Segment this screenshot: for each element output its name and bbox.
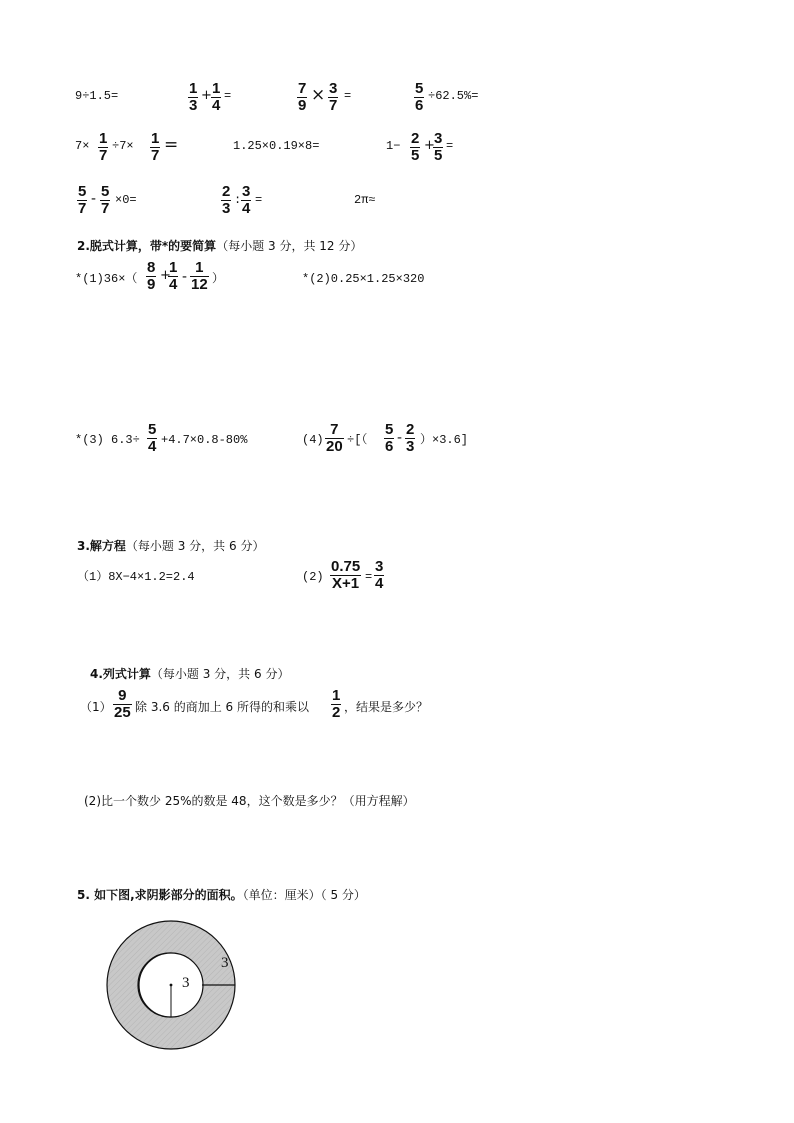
section-note: （每小题 3 分，共 12 分） bbox=[216, 239, 363, 253]
problem-3-3: 2π≈ bbox=[354, 193, 376, 207]
fraction: $\frac{5}{6}$ bbox=[385, 421, 394, 455]
problem-2-1-mid: ÷7× bbox=[112, 139, 134, 153]
fraction: $\frac{7}{20}$ bbox=[326, 421, 343, 455]
calc-1-pre: *(1)36×（ bbox=[75, 272, 138, 286]
equals-sign: = bbox=[224, 89, 232, 103]
equals-sign: = bbox=[255, 193, 263, 207]
fraction: $\frac{2}{5}$ bbox=[411, 130, 420, 164]
operator: + bbox=[160, 268, 171, 283]
fraction: $\frac{9}{25}$ bbox=[114, 687, 131, 721]
fraction: $\frac{5}{7}$ bbox=[78, 183, 87, 217]
fraction: $\frac{3}{4}$ bbox=[375, 558, 384, 592]
calc-4-rest: ）×3.6] bbox=[420, 433, 469, 447]
fraction: $\frac{2}{3}$ bbox=[406, 421, 415, 455]
calc-3-pre: *(3) 6.3÷ bbox=[75, 433, 140, 447]
section-2-title bbox=[77, 237, 362, 255]
section-5-title bbox=[77, 886, 366, 904]
annulus-figure bbox=[100, 915, 250, 1060]
calc-3-rest: +4.7×0.8-80% bbox=[161, 433, 248, 447]
operator: × bbox=[311, 85, 326, 105]
fraction: $\frac{2}{3}$ bbox=[222, 183, 231, 217]
fraction: $\frac{3}{5}$ bbox=[434, 130, 443, 164]
section-note: （每小题 3 分，共 6 分） bbox=[125, 539, 265, 553]
word-problem-2: (2)比一个数少 25%的数是 48，这个数是多少？（用方程解） bbox=[84, 794, 415, 808]
fraction: $\frac{1}{4}$ bbox=[169, 259, 178, 293]
section-heading: 3.解方程 bbox=[77, 539, 126, 553]
fraction: $\frac{0.75}{X+1}$ bbox=[331, 558, 361, 592]
calc-4-mid: ÷[（ bbox=[347, 433, 368, 447]
problem-3-1-rest: ×0= bbox=[115, 193, 137, 207]
problem-2-3-pre: 1− bbox=[386, 139, 401, 153]
operator: + bbox=[424, 138, 435, 153]
operator: - bbox=[182, 268, 187, 285]
section-heading: 5. 如下图,求阴影部分的面积。 bbox=[77, 888, 243, 902]
fraction: $\frac{1}{2}$ bbox=[332, 687, 341, 721]
section-4-title bbox=[90, 665, 289, 683]
problem-1-4-rest: ÷62.5%= bbox=[428, 89, 479, 103]
section-3-title bbox=[77, 537, 264, 555]
operator: - bbox=[397, 429, 402, 446]
inner-radius-label: 3 bbox=[182, 975, 190, 991]
fraction: $\frac{3}{7}$ bbox=[329, 80, 338, 114]
ring-width-label: 3 bbox=[221, 955, 229, 971]
equation-1: （1）8X−4×1.2=2.4 bbox=[77, 570, 195, 584]
equals-sign: = bbox=[164, 135, 179, 155]
fraction: $\frac{1}{7}$ bbox=[99, 130, 108, 164]
problem-2-1-pre: 7× bbox=[75, 139, 90, 153]
calc-4-pre: (4) bbox=[302, 433, 324, 447]
operator: + bbox=[201, 88, 212, 103]
fraction: $\frac{1}{7}$ bbox=[151, 130, 160, 164]
fraction: $\frac{1}{12}$ bbox=[191, 259, 208, 293]
section-note: （每小题 3 分，共 6 分） bbox=[150, 667, 290, 681]
fraction: $\frac{7}{9}$ bbox=[298, 80, 307, 114]
fraction: $\frac{5}{6}$ bbox=[415, 80, 424, 114]
equation-2-pre: (2) bbox=[302, 570, 324, 584]
calc-2: *(2)0.25×1.25×320 bbox=[302, 272, 425, 286]
word-problem-1-text: 除 3.6 的商加上 6 所得的和乘以 bbox=[135, 700, 309, 714]
fraction: $\frac{5}{4}$ bbox=[148, 421, 157, 455]
equals-sign: = bbox=[446, 139, 454, 153]
word-problem-1-pre: （1） bbox=[80, 700, 112, 714]
fraction: $\frac{8}{9}$ bbox=[147, 259, 156, 293]
fraction: $\frac{3}{4}$ bbox=[242, 183, 251, 217]
operator: : bbox=[234, 193, 242, 207]
problem-2-2: 1.25×0.19×8= bbox=[233, 139, 320, 153]
section-heading: 4.列式计算 bbox=[90, 667, 151, 681]
section-note: （单位：厘米）（ 5 分） bbox=[242, 888, 366, 902]
equals-sign: = bbox=[344, 89, 352, 103]
equals-sign: = bbox=[365, 570, 373, 584]
fraction: $\frac{5}{7}$ bbox=[101, 183, 110, 217]
fraction: $\frac{1}{3}$ bbox=[189, 80, 198, 114]
fraction: $\frac{1}{4}$ bbox=[212, 80, 221, 114]
section-heading: 2.脱式计算，带*的要简算 bbox=[77, 239, 217, 253]
operator: - bbox=[91, 190, 96, 207]
problem-1-1: 9÷1.5= bbox=[75, 89, 119, 103]
calc-1-close: ） bbox=[212, 272, 225, 286]
word-problem-1-end: ，结果是多少？ bbox=[344, 700, 429, 714]
